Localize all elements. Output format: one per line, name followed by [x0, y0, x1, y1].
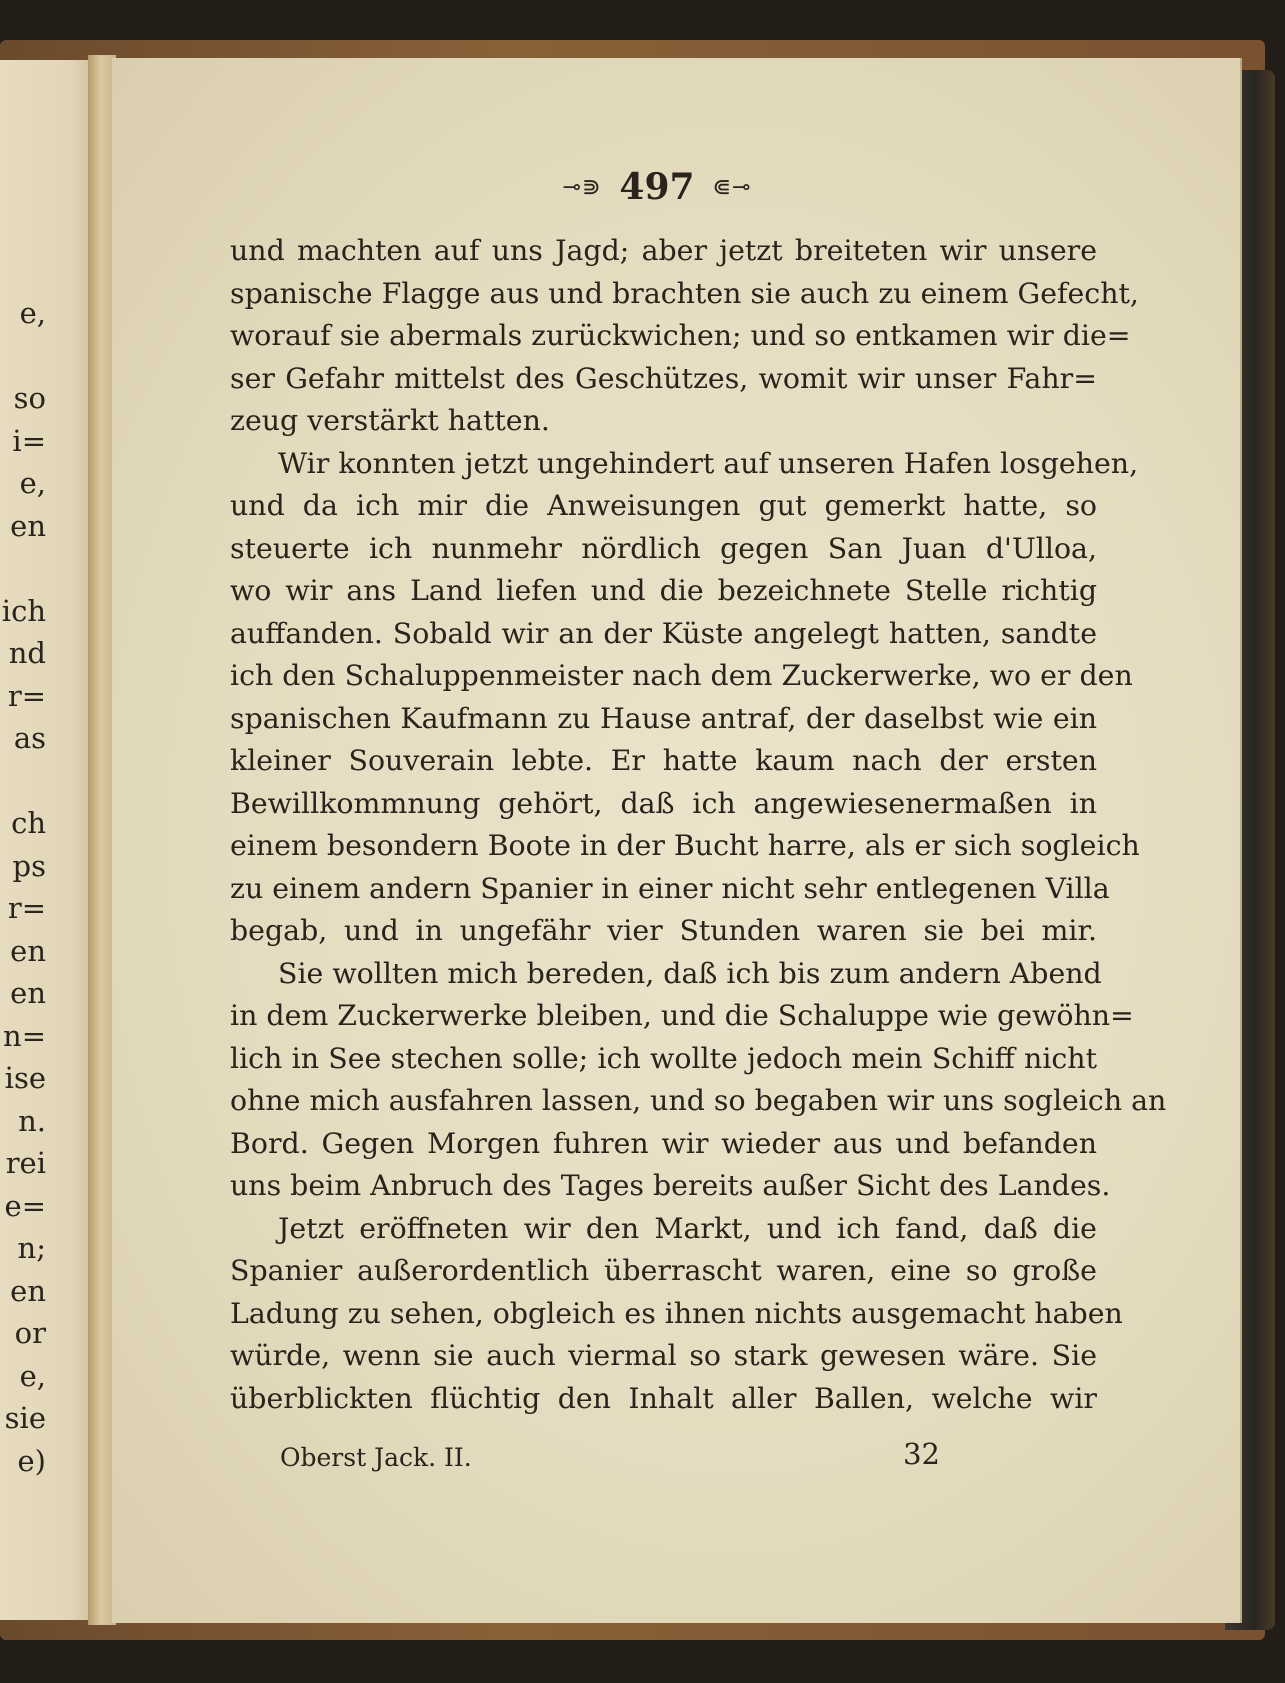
text-line: Wir konnten jetzt ungehindert auf unseren Hafen losgehen, — [278, 446, 1139, 480]
previous-page-fragment: or — [14, 1316, 46, 1350]
text-line: worauf sie abermals zurückwichen; und so entkamen wir die= — [230, 319, 1131, 352]
header-ornament-left: ⊸⋑ — [562, 174, 602, 200]
previous-page-text-fragments — [0, 292, 46, 1482]
previous-page-fragment: nd — [8, 636, 46, 670]
previous-page-fragment: r= — [7, 891, 46, 925]
page-number: 497 — [619, 166, 695, 208]
previous-page-fragment: e, — [19, 1358, 46, 1393]
previous-page-fragment: e, — [19, 466, 46, 500]
text-line: und da ich mir die Anweisungen gut gemerkt hatte, so — [230, 489, 1097, 522]
previous-page-fragment: en — [10, 508, 46, 543]
signature-mark: Oberst Jack. II. — [280, 1443, 472, 1472]
text-line: ser Gefahr mittelst des Geschützes, womit wir unser Fahr= — [230, 361, 1097, 395]
text-line: überblickten flüchtig den Inhalt aller Ballen, welche wir — [230, 1381, 1097, 1415]
text-line: kleiner Souverain lebte. Er hatte kaum nach der ersten — [230, 744, 1097, 777]
previous-page-fragment: rei — [5, 1146, 46, 1180]
text-line: in dem Zuckerwerke bleiben, und die Schaluppe wie gewöhn= — [230, 999, 1134, 1032]
previous-page-fragment: i= — [12, 423, 46, 458]
previous-page-fragment: ich — [1, 593, 46, 628]
previous-page-fragment — [0, 760, 46, 803]
text-line: zeug verstärkt hatten. — [230, 404, 550, 437]
text-line: begab, und in ungefähr vier Stunden waren sie bei mir. — [230, 914, 1097, 947]
text-line: Bewillkommnung gehört, daß ich angewiesenermaßen in — [230, 786, 1097, 820]
previous-page-fragment: as — [13, 721, 46, 755]
previous-page-fragment: n. — [18, 1103, 46, 1138]
text-line: zu einem andern Spanier in einer nicht sehr entlegenen Villa — [230, 871, 1110, 905]
signature-number: 32 — [903, 1437, 940, 1471]
text-line: spanischen Kaufmann zu Hause antraf, der daselbst wie ein — [230, 701, 1097, 735]
text-line: würde, wenn sie auch viermal so stark gewesen wäre. Sie — [230, 1339, 1097, 1372]
previous-page-fragment: ise — [4, 1061, 46, 1095]
text-line: Jetzt eröffneten wir den Markt, und ich fand, daß die — [278, 1211, 1097, 1245]
previous-page-fragment: e= — [4, 1188, 46, 1223]
previous-page-fragment: n; — [17, 1231, 46, 1265]
page-footer — [280, 1437, 940, 1481]
previous-page-fragment: n= — [3, 1018, 46, 1053]
text-line: lich in See stechen solle; ich wollte jedoch mein Schiff nicht — [230, 1041, 1097, 1075]
text-line: Ladung zu sehen, obgleich es ihnen nichts ausgemacht haben — [230, 1296, 1123, 1330]
text-line: ich den Schaluppenmeister nach dem Zuckerwerke, wo er den — [230, 659, 1133, 692]
text-line: Bord. Gegen Morgen fuhren wir wieder aus und befanden — [230, 1126, 1097, 1160]
text-line: auffanden. Sobald wir an der Küste angelegt hatten, sandte — [230, 616, 1097, 650]
text-line: Sie wollten mich bereden, daß ich bis zum andern Abend — [278, 956, 1102, 990]
text-line: spanische Flagge aus und brachten sie auch zu einem Gefecht, — [230, 276, 1139, 310]
previous-page-fragment: sie — [4, 1401, 46, 1435]
previous-page-fragment: ps — [12, 848, 46, 883]
text-line: Spanier außerordentlich überrascht waren, eine so große — [230, 1254, 1097, 1287]
text-line: ohne mich ausfahren lassen, und so begaben wir uns sogleich an — [230, 1084, 1167, 1117]
previous-page-fragment: en — [10, 933, 46, 968]
text-line: steuerte ich nunmehr nördlich gegen San Juan d'Ulloa, — [230, 531, 1097, 565]
text-line: einem besondern Boote in der Bucht harre, als er sich sogleich — [230, 829, 1140, 862]
previous-page-fragment: en — [10, 976, 46, 1010]
page-body-text — [230, 230, 1167, 1420]
previous-page-fragment: r= — [7, 678, 46, 713]
page-header — [532, 162, 782, 212]
left-page — [0, 60, 100, 1620]
text-line: wo wir ans Land liefen und die bezeichnete Stelle richtig — [230, 574, 1097, 607]
previous-page-fragment: e) — [17, 1443, 46, 1478]
previous-page-fragment — [0, 335, 46, 378]
previous-page-fragment: en — [10, 1273, 46, 1308]
previous-page-fragment — [0, 547, 46, 590]
header-ornament-right: ⋐⊸ — [712, 174, 752, 200]
text-line: uns beim Anbruch des Tages bereits außer Sicht des Landes. — [230, 1169, 1111, 1202]
previous-page-fragment: ch — [11, 806, 46, 840]
previous-page-fragment: so — [13, 381, 46, 415]
text-line: und machten auf uns Jagd; aber jetzt breiteten wir unsere — [230, 234, 1097, 267]
previous-page-fragment: e, — [19, 296, 46, 330]
